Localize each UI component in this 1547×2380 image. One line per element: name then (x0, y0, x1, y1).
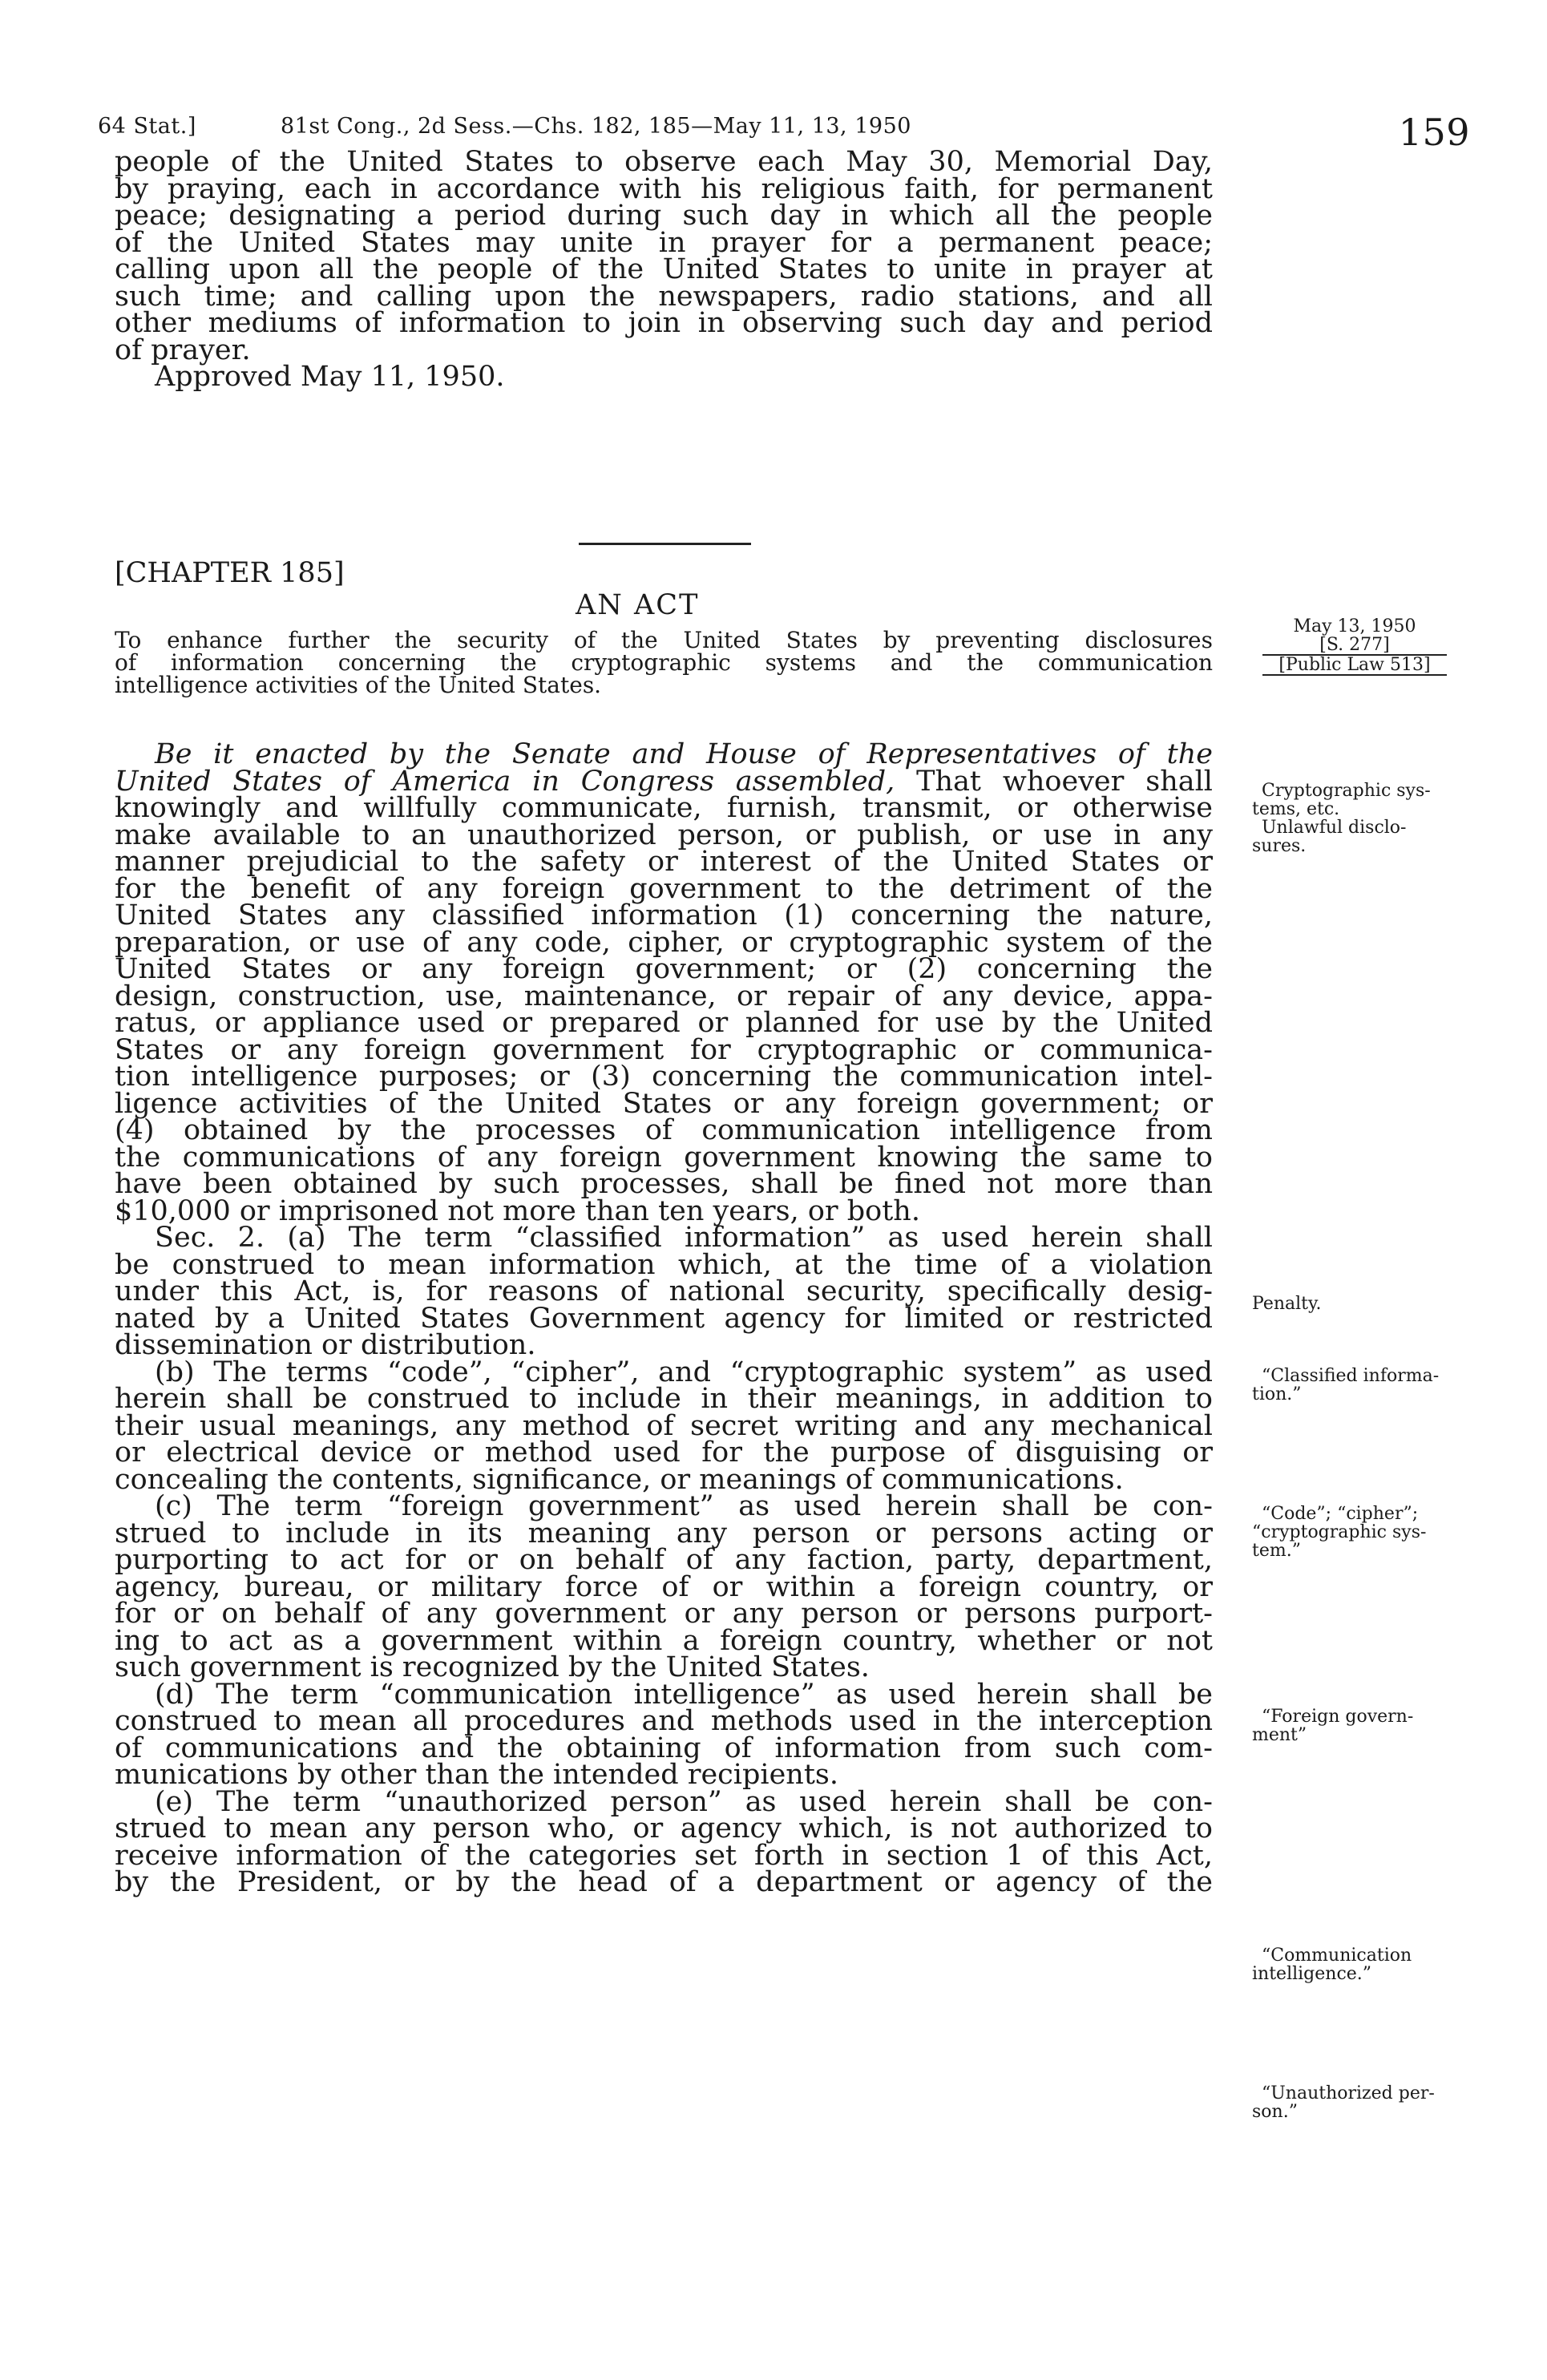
text-line: under this Act, is, for reasons of national security, specifically desig- (115, 1275, 1213, 1307)
margin-note-line: Unlawful disclo- (1262, 818, 1407, 838)
act-purpose (115, 629, 1213, 697)
section-2b-start: (b) The terms “code”, “cipher”, and “cryptographic system” as used (155, 1356, 1213, 1388)
text-line: $10,000 or imprisoned not more than ten years, or both. (115, 1194, 920, 1227)
text-line: make available to an unauthorized person, or publish, or use in any (115, 818, 1213, 851)
margin-note-unlawful-disclosures (1252, 818, 1460, 855)
text-line: United States or any foreign government; or (2) concerning the (115, 953, 1213, 985)
running-head-session: 81st Cong., 2d Sess.—Chs. 182, 185—May 11, 13, 1950 (281, 114, 911, 139)
margin-note-foreign-government (1252, 1707, 1460, 1744)
text-line: their usual meanings, any method of secret writing and any mechanical (115, 1409, 1213, 1442)
margin-note-line: Cryptographic sys- (1262, 781, 1431, 801)
text-line: of communications and the obtaining of information from such com- (115, 1731, 1213, 1764)
margin-note-code-cipher (1252, 1505, 1460, 1560)
text-line: agency, bureau, or military force of or within a foreign country, or (115, 1570, 1213, 1603)
enacting-clause-rest: That whoever shall (895, 765, 1213, 798)
text-line: concealing the contents, significance, or meanings of communications. (115, 1463, 1124, 1496)
enactment-date-note (1262, 617, 1447, 676)
section-2d-start: (d) The term “communication intelligence” as used herein shall be (155, 1678, 1213, 1711)
preceding-chapter-text (115, 146, 1213, 393)
purpose-line: To enhance further the security of the United States by preventing disclosures (115, 627, 1213, 653)
text-line: calling upon all the people of the United States to unite in prayer at (115, 253, 1213, 285)
text-line: the communications of any foreign government knowing the same to (115, 1141, 1213, 1174)
public-law-number: [Public Law 513] (1262, 656, 1447, 676)
margin-note-line: “Communication (1262, 1946, 1412, 1966)
text-line: United States any classified information (1) concerning the nature, (115, 899, 1213, 931)
margin-note-cryptographic-systems (1252, 782, 1460, 818)
margin-note-communication-intelligence (1252, 1946, 1460, 1983)
text-line: of prayer. (115, 333, 251, 366)
text-line: receive information of the categories set forth in section 1 of this Act, (115, 1839, 1213, 1872)
margin-note-line: tems, etc. (1252, 799, 1340, 819)
enactment-date: May 13, 1950 (1293, 616, 1416, 636)
section-2c-start: (c) The term “foreign government” as used herein shall be con- (155, 1490, 1213, 1522)
margin-note-line: “Classified informa- (1262, 1366, 1440, 1386)
page-number: 159 (1398, 111, 1470, 154)
text-line: by praying, each in accordance with his religious faith, for permanent (115, 172, 1213, 205)
text-line: for or on behalf of any government or any person or persons purport- (115, 1598, 1213, 1630)
text-line: knowingly and willfully communicate, furnish, transmit, or otherwise (115, 792, 1213, 824)
margin-note-line: sures. (1252, 836, 1307, 856)
section-2e-start: (e) The term “unauthorized person” as used herein shall be con- (155, 1785, 1213, 1818)
text-line: purporting to act for or on behalf of any faction, party, department, (115, 1544, 1213, 1576)
margin-note-line: son.” (1252, 2102, 1298, 2122)
text-line: for the benefit of any foreign government to the detriment of the (115, 872, 1213, 905)
act-body (115, 738, 1213, 1898)
margin-note-unauthorized-person (1252, 2084, 1460, 2121)
text-line: such government is recognized by the United States. (115, 1651, 870, 1683)
text-line: such time; and calling upon the newspapers, radio stations, and all (115, 280, 1213, 313)
margin-note-penalty (1252, 1295, 1460, 1313)
running-head-volume: 64 Stat.] (98, 114, 196, 139)
margin-note-line: “cryptographic sys- (1252, 1522, 1427, 1542)
margin-note-classified-information (1252, 1367, 1460, 1404)
margin-note-line: “Unauthorized per- (1262, 2083, 1435, 2103)
text-line: or electrical device or method used for the purpose of disguising or (115, 1436, 1213, 1469)
purpose-line: of information concerning the cryptographic systems and the communication (115, 649, 1213, 676)
text-line: dissemination or distribution. (115, 1329, 536, 1361)
text-line: nated by a United States Government agency for limited or restricted (115, 1302, 1213, 1335)
margin-note-line: tion.” (1252, 1384, 1302, 1404)
purpose-line: intelligence activities of the United States. (115, 672, 602, 698)
text-line: tion intelligence purposes; or (3) concerning the communication intel- (115, 1061, 1213, 1093)
senate-bill-number: [S. 277] (1262, 636, 1447, 656)
text-line: other mediums of information to join in observing such day and period (115, 307, 1213, 339)
text-line: of the United States may unite in prayer for a permanent peace; (115, 226, 1213, 259)
text-line: preparation, or use of any code, cipher, or cryptographic system of the (115, 926, 1213, 959)
section-divider (579, 543, 751, 545)
text-line: design, construction, use, maintenance, or repair of any device, appa- (115, 980, 1213, 1012)
margin-note-line: “Code”; “cipher”; (1262, 1504, 1419, 1524)
margin-note-line: Penalty. (1252, 1294, 1322, 1314)
text-line: manner prejudicial to the safety or interest of the United States or (115, 846, 1213, 878)
text-line: have been obtained by such processes, shall be fined not more than (115, 1168, 1213, 1200)
text-line: (4) obtained by the processes of communication intelligence from (115, 1114, 1213, 1146)
enacting-clause-italic: United States of America in Congress assembled, (115, 765, 895, 798)
text-line: people of the United States to observe each May 30, Memorial Day, (115, 146, 1213, 178)
enacting-clause (115, 765, 1213, 798)
text-line: ligence activities of the United States or any foreign government; or (115, 1087, 1213, 1120)
section-2a-start: Sec. 2. (a) The term “classified information” as used herein shall (155, 1222, 1213, 1254)
margin-note-line: ment” (1252, 1725, 1307, 1745)
text-line: strued to mean any person who, or agency which, is not authorized to (115, 1812, 1213, 1845)
text-line: ing to act as a government within a foreign country, whether or not (115, 1624, 1213, 1657)
text-line: peace; designating a period during such day in which all the people (115, 200, 1213, 232)
margin-note-line: intelligence.” (1252, 1964, 1372, 1984)
text-line: munications by other than the intended recipients. (115, 1759, 838, 1791)
text-line: herein shall be construed to include in their meanings, in addition to (115, 1383, 1213, 1415)
margin-note-line: “Foreign govern- (1262, 1707, 1414, 1727)
text-line: by the President, or by the head of a department or agency of the (115, 1866, 1213, 1898)
text-line: strued to include in its meaning any person or persons acting or (115, 1517, 1213, 1550)
approval-line: Approved May 11, 1950. (155, 361, 505, 393)
chapter-number: [CHAPTER 185] (115, 557, 345, 589)
margin-note-line: tem.” (1252, 1541, 1301, 1561)
text-line: construed to mean all procedures and methods used in the interception (115, 1705, 1213, 1737)
text-line: ratus, or appliance used or prepared or planned for use by the United (115, 1007, 1213, 1039)
text-line: be construed to mean information which, at the time of a violation (115, 1248, 1213, 1281)
act-heading: AN ACT (576, 589, 700, 621)
enacting-clause: Be it enacted by the Senate and House of Representatives of the (155, 738, 1213, 770)
text-line: States or any foreign government for cryptographic or communica- (115, 1033, 1213, 1066)
